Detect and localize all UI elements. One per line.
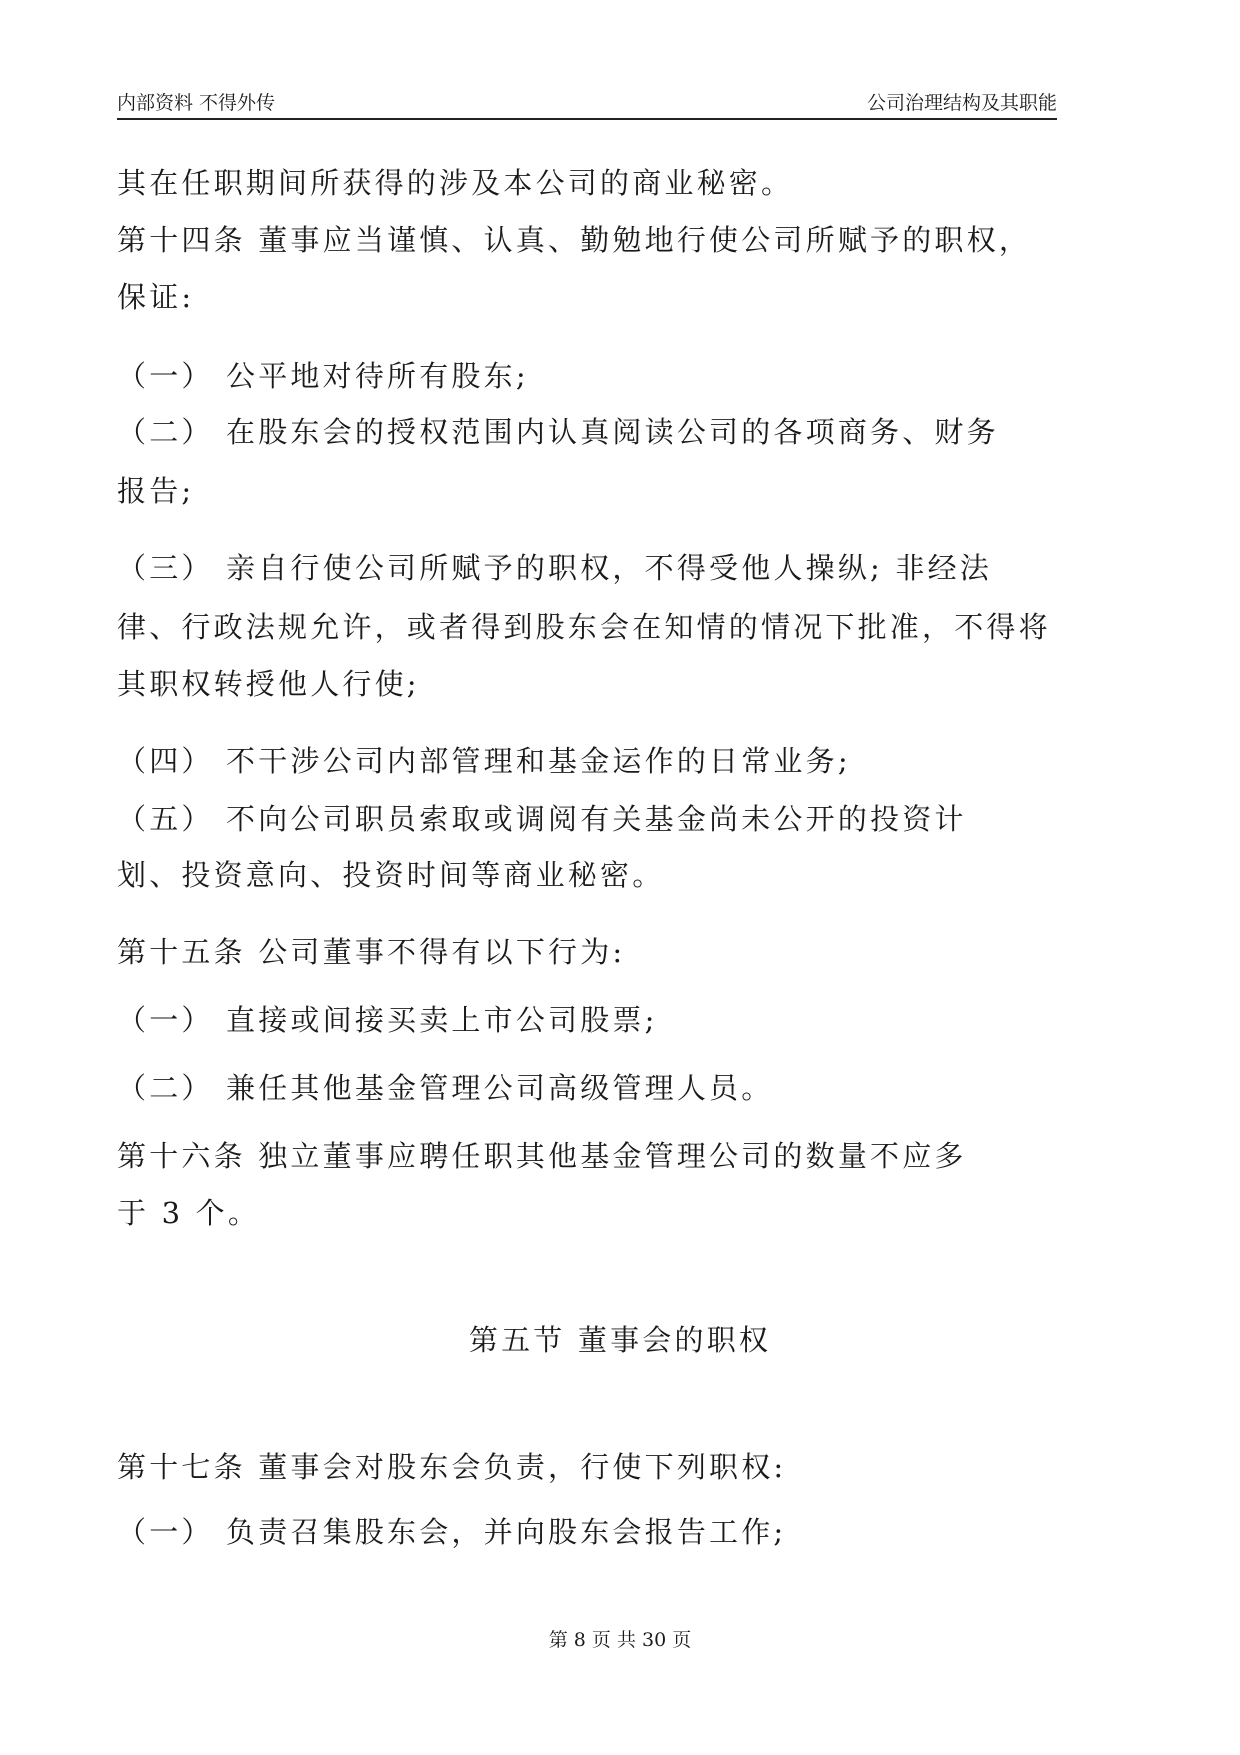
text-line: 划、投资意向、投资时间等商业秘密。 (117, 858, 665, 892)
page-number-footer: 第 8 页 共 30 页 (548, 1629, 692, 1651)
text-line: 律、行政法规允许，或者得到股东会在知情的情况下批准，不得将 (117, 610, 1051, 644)
text-line: （三） 亲自行使公司所赋予的职权，不得受他人操纵; 非经法 (117, 551, 993, 585)
page-header (117, 86, 1057, 120)
text-line: 第十六条 独立董事应聘任职其他基金管理公司的数量不应多 (117, 1139, 967, 1173)
header-document-title: 公司治理结构及其职能 (866, 92, 1057, 114)
text-line: 第十四条 董事应当谨慎、认真、勤勉地行使公司所赋予的职权， (117, 223, 1032, 257)
text-line: 其职权转授他人行使; (117, 667, 420, 701)
text-line: （二） 在股东会的授权范围内认真阅读公司的各项商务、财务 (117, 415, 999, 449)
text-line: 第十五条 公司董事不得有以下行为: (117, 935, 626, 969)
text-line: （二） 兼任其他基金管理公司高级管理人员。 (117, 1071, 774, 1105)
text-line: （五） 不向公司职员索取或调阅有关基金尚未公开的投资计 (117, 802, 967, 836)
text-line: 保证: (117, 280, 195, 314)
text-line: 其在任职期间所获得的涉及本公司的商业秘密。 (117, 166, 794, 200)
section-heading: 第五节 董事会的职权 (468, 1323, 772, 1357)
header-confidential-note: 内部资料 不得外传 (117, 92, 276, 114)
text-line: （四） 不干涉公司内部管理和基金运作的日常业务; (117, 744, 851, 778)
text-line: 报告; (117, 474, 195, 508)
text-line: （一） 直接或间接买卖上市公司股票; (117, 1003, 658, 1037)
text-line: 于 3 个。 (117, 1196, 261, 1230)
text-line: 第十七条 董事会对股东会负责，行使下列职权: (117, 1450, 787, 1484)
text-line: （一） 负责召集股东会，并向股东会报告工作; (117, 1515, 787, 1549)
text-line: （一） 公平地对待所有股东; (117, 359, 529, 393)
